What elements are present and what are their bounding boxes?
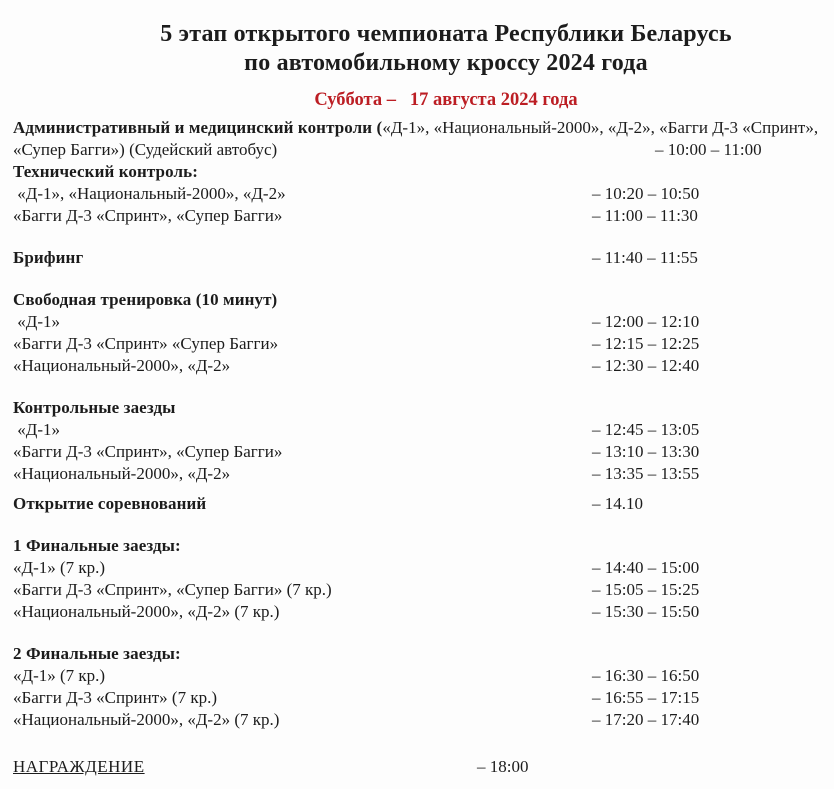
row-label: «Багги Д-3 «Спринт», «Супер Багги» xyxy=(13,206,283,225)
row-label: Административный и медицинский контроли («Д-1», «Национальный-2000», «Д-2», «Багги Д-3 «Спринт», xyxy=(13,118,819,137)
schedule-row xyxy=(0,441,834,463)
row-time: – 13:35 – 13:55 xyxy=(592,464,700,483)
section-header-row xyxy=(0,289,834,311)
award-row xyxy=(0,756,834,778)
row-label: «Багги Д-3 «Спринт» «Супер Багги» xyxy=(13,334,279,353)
row-label: «Национальный-2000», «Д-2» xyxy=(13,464,231,483)
document-title xyxy=(58,20,834,78)
row-label: «Д-1», «Национальный-2000», «Д-2» xyxy=(13,184,286,203)
row-label: Контрольные заезды xyxy=(13,398,176,417)
doc-title-line2: по автомобильному кроссу 2024 года xyxy=(244,50,648,76)
doc-title-line1: 5 этап открытого чемпионата Республики Беларусь xyxy=(160,21,732,47)
row-time: – 12:30 – 12:40 xyxy=(592,356,700,375)
schedule-row xyxy=(0,579,834,601)
schedule-row xyxy=(0,205,834,227)
row-time: – 10:00 – 11:00 xyxy=(655,140,762,159)
row-time: – 14:40 – 15:00 xyxy=(592,558,700,577)
row-label: «Супер Багги») (Судейский автобус) xyxy=(13,140,278,159)
row-label: «Д-1» (7 кр.) xyxy=(13,558,106,577)
schedule-row xyxy=(0,419,834,441)
schedule-row xyxy=(0,463,834,485)
row-label: «Д-1» xyxy=(13,420,61,439)
section-header-row xyxy=(0,397,834,419)
row-time: – 15:05 – 15:25 xyxy=(592,580,700,599)
row-label: Открытие соревнований xyxy=(13,494,207,513)
row-time: – 15:30 – 15:50 xyxy=(592,602,700,621)
section-header-row xyxy=(0,161,834,183)
row-time: – 16:55 – 17:15 xyxy=(592,688,700,707)
row-time: – 12:00 – 12:10 xyxy=(592,312,700,331)
schedule-row xyxy=(0,333,834,355)
section-header-row xyxy=(0,535,834,557)
row-label: НАГРАЖДЕНИЕ xyxy=(13,757,145,776)
row-label: «Д-1» (7 кр.) xyxy=(13,666,106,685)
row-time: – 12:15 – 12:25 xyxy=(592,334,700,353)
row-label: 1 Финальные заезды: xyxy=(13,536,181,555)
row-label: 2 Финальные заезды: xyxy=(13,644,181,663)
section-header-row xyxy=(0,493,834,515)
schedule-row xyxy=(0,311,834,333)
row-time: – 10:20 – 10:50 xyxy=(592,184,700,203)
row-label: «Д-1» xyxy=(13,312,61,331)
row-label: «Национальный-2000», «Д-2» (7 кр.) xyxy=(13,710,280,729)
row-label: «Багги Д-3 «Спринт», «Супер Багги» (7 кр.) xyxy=(13,580,332,599)
row-label: Брифинг xyxy=(13,248,84,267)
schedule-row xyxy=(0,601,834,623)
schedule-row xyxy=(0,687,834,709)
schedule-row xyxy=(0,665,834,687)
row-time: – 17:20 – 17:40 xyxy=(592,710,700,729)
row-time: – 14.10 xyxy=(592,494,643,513)
schedule-row xyxy=(0,183,834,205)
schedule-row xyxy=(0,139,834,161)
row-time: – 13:10 – 13:30 xyxy=(592,442,700,461)
row-time: – 12:45 – 13:05 xyxy=(592,420,700,439)
date-line: Суббота – 17 августа 2024 года xyxy=(314,90,578,110)
schedule xyxy=(0,117,834,778)
row-label: Свободная тренировка (10 минут) xyxy=(13,290,278,309)
schedule-row xyxy=(0,117,834,139)
row-time: – 11:00 – 11:30 xyxy=(592,206,698,225)
schedule-row xyxy=(0,557,834,579)
section-header-row xyxy=(0,643,834,665)
row-label: «Национальный-2000», «Д-2» (7 кр.) xyxy=(13,602,280,621)
section-header-row xyxy=(0,247,834,269)
row-label: Технический контроль: xyxy=(13,162,198,181)
row-label: «Национальный-2000», «Д-2» xyxy=(13,356,231,375)
row-label: «Багги Д-3 «Спринт» (7 кр.) xyxy=(13,688,217,707)
row-time: – 18:00 xyxy=(477,757,529,776)
schedule-row xyxy=(0,709,834,731)
schedule-row xyxy=(0,355,834,377)
row-time: – 16:30 – 16:50 xyxy=(592,666,700,685)
row-label: «Багги Д-3 «Спринт», «Супер Багги» xyxy=(13,442,283,461)
row-time: – 11:40 – 11:55 xyxy=(592,248,698,267)
